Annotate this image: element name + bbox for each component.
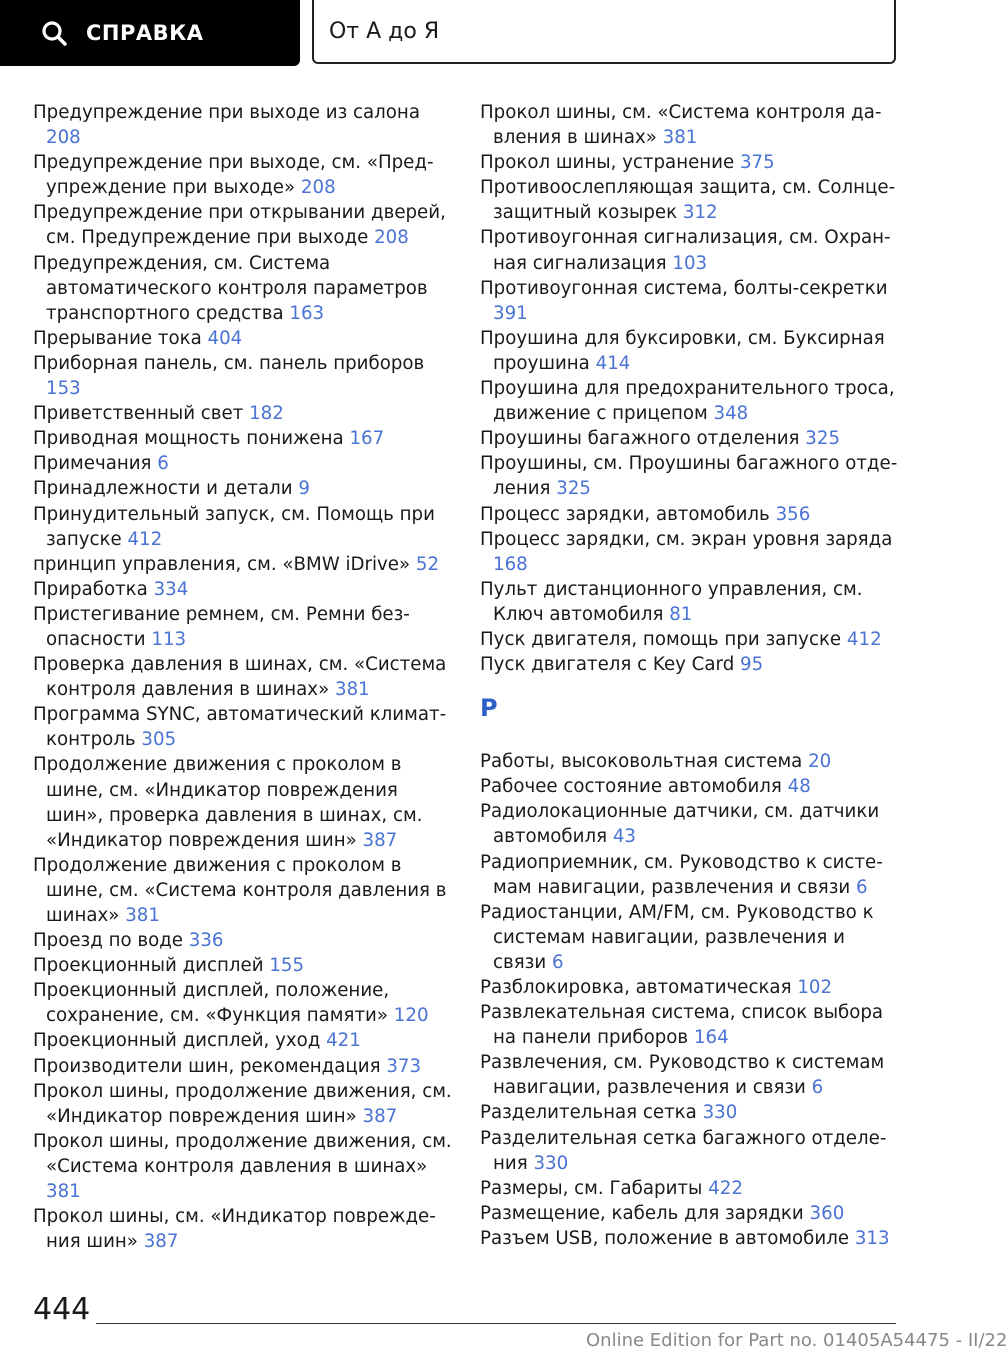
index-entry [480,850,900,900]
index-entry-text: Прокол шины, см. «Индикатор повреждения шин» [33,1206,436,1253]
index-entry-page-link[interactable]: 102 [797,977,833,998]
index-entry [480,1126,900,1176]
index-entry [480,975,900,1000]
index-entry [480,900,900,975]
tab-search[interactable] [0,0,300,66]
index-entry [33,978,453,1028]
index-entry-page-link[interactable]: 421 [326,1030,361,1052]
index-entry-page-link[interactable]: 404 [207,327,243,349]
index-entry-text: Проушины багажного отделения [480,428,800,450]
index-entry-text: Работы, высоковольтная система [480,751,803,773]
index-entry-text: Проезд по воде [33,930,183,952]
index-entry [33,1129,453,1204]
index-entry [33,426,453,451]
tab-search-label: СПРАВКА [86,21,204,45]
index-entry [480,1176,900,1201]
index-entry-text: Прокол шины, устранение [480,152,735,174]
index-entry [480,502,900,527]
index-entry-text: Прерывание тока [33,327,202,349]
index-entry-text: Продолжение движения с проколом в шине, см. «Индикатор повреждения шин», проверка давления в шинах, см. «Индикатор повреждения шин» [33,754,423,851]
index-entry [33,1079,453,1129]
index-entry [480,1000,900,1050]
index-entry-page-link[interactable]: 381 [662,127,698,149]
index-entry-text: Противоугонная сигнализация, см. Охранная сигнализация [480,227,891,274]
index-entry [33,853,453,928]
index-entry-text: Прокол шины, продолжение движения, см. «Индикатор повреждения шин» [33,1080,452,1127]
index-entry [33,953,453,978]
index-entry-text: Приветственный свет [33,403,244,425]
index-entry-text: Примечания [33,453,152,475]
index-entry [480,1201,900,1226]
index-column-right [480,100,900,1251]
index-entry [480,652,900,677]
index-entry-page-link[interactable]: 305 [141,729,177,751]
index-entry-text: Приводная мощность понижена [33,428,344,450]
index-entry-text: Проекционный дисплей, положение, сохранение, см. «Функция памяти» [33,980,390,1027]
index-entry [480,376,900,426]
index-entry-page-link[interactable]: 312 [682,202,718,224]
index-entry [33,401,453,426]
index-entry-page-link[interactable]: 208 [300,177,336,199]
index-entry [480,627,900,652]
index-entry-page-link[interactable]: 164 [693,1027,729,1049]
index-entry [33,552,453,577]
index-entry-page-link[interactable]: 412 [846,628,882,650]
index-entry-text: Продолжение движения с проколом в шине, см. «Система контроля давления в шинах» [33,854,447,926]
index-entry-text: Пульт дистанционного управления, см. Ключ автомобиля [480,578,863,625]
index-column-left [33,100,453,1254]
index-entry-text: Программа SYNC, автоматический климат-контроль [33,704,447,751]
index-entry-page-link[interactable]: 325 [556,478,591,500]
index-entry [33,326,453,351]
index-entry-page-link[interactable]: 182 [249,403,284,425]
index-entry-text: Прокол шины, продолжение движения, см. «Система контроля давления в шинах» [33,1130,452,1177]
index-entry-text: Пуск двигателя с Key Card [480,654,735,676]
index-entry-page-link[interactable]: 336 [188,930,224,952]
index-entry-text: Пристегивание ремнем, см. Ремни безопасности [33,603,410,650]
index-entry-text: Предупреждения, см. Система автоматического контроля параметров транспортного средства [33,252,428,324]
index-entry [480,1050,900,1100]
index-entry [480,774,900,799]
index-entry-text: Разъем USB, положение в автомобиле [480,1227,850,1249]
index-entry [33,251,453,326]
index-entry-text: Противоослепляющая защита, см. Солнцезащитный козырек [480,177,896,224]
section-letter: Р [480,694,498,723]
index-entry-text: Предупреждение при выходе из салона [33,102,420,123]
index-entry [33,1054,453,1079]
index-entry [480,451,900,501]
index-entry-page-link[interactable]: 330 [533,1152,569,1174]
index-entry [33,150,453,200]
index-entry-page-link[interactable]: 391 [493,302,528,324]
index-entry-page-link[interactable]: 168 [493,553,528,575]
index-entry-text: Принадлежности и детали [33,478,293,500]
index-entry-page-link[interactable]: 163 [289,302,325,324]
index-entry-page-link[interactable]: 348 [713,403,749,425]
index-entry-page-link[interactable]: 381 [46,1181,81,1203]
index-entry-text: Разделительная сетка багажного отделения [480,1127,887,1174]
index-entry-page-link[interactable]: 381 [335,679,370,701]
index-entry-page-link[interactable]: 313 [854,1227,890,1249]
index-entry [480,426,900,451]
index-entry-page-link[interactable]: 43 [612,826,636,848]
index-entry [33,351,453,401]
tab-a-to-z-label: От А до Я [329,18,440,44]
index-entry [480,749,900,774]
index-entry [33,577,453,602]
index-entry-text: Развлечения, см. Руководство к системам навигации, развлечения и связи [480,1052,885,1099]
index-entry-text: Проекционный дисплей, уход [33,1030,321,1052]
index-entry-page-link[interactable]: 414 [595,352,631,374]
index-entry-page-link[interactable]: 52 [415,553,440,575]
index-entry [480,1100,900,1125]
index-entry [33,1028,453,1053]
index-entry [33,100,453,150]
index-entry-text: Проушина для предохранительного троса, движение с прицепом [480,378,895,425]
index-entry-text: Размеры, см. Габариты [480,1177,703,1199]
index-entry-page-link[interactable]: 412 [127,528,163,550]
index-entry [33,702,453,752]
index-entry [480,577,900,627]
index-entry-page-link[interactable]: 6 [856,876,868,898]
footer-edition: Online Edition for Part no. 01405A54475 - II/22 [586,1330,1007,1351]
index-entry-text: Проушина для буксировки, см. Буксирная проушина [480,327,885,374]
index-entry-text: Пуск двигателя, помощь при запуске [480,628,842,650]
index-entry-text: Развлекательная система, список выбора на панели приборов [480,1002,884,1049]
index-entry-text: Радиостанции, AM/FM, см. Руководство к системам навигации, развлечения и связи [480,901,874,973]
index-entry-text: принцип управления, см. «BMW iDrive» [33,553,411,575]
index-entry-page-link[interactable]: 330 [702,1102,738,1124]
index-entry-text: Разделительная сетка [480,1102,697,1124]
index-entry-text: Разблокировка, автоматическая [480,977,792,998]
index-entry-text: Размещение, кабель для зарядки [480,1202,804,1224]
index-entry [33,1204,453,1254]
index-entry-page-link[interactable]: 360 [809,1202,845,1224]
index-entry-text: Проушины, см. Проушины багажного отделения [480,453,898,500]
index-entry-text: Процесс зарядки, см. экран уровня заряда [480,528,893,550]
index-entry-text: Проекционный дисплей [33,955,264,977]
index-entry [480,527,900,577]
index-entry-text: Принудительный запуск, см. Помощь при запуске [33,503,435,550]
index-entry-page-link[interactable]: 334 [153,578,189,600]
index-entry-page-link[interactable]: 113 [151,628,187,650]
index-entry-page-link[interactable]: 422 [708,1177,743,1199]
index-entry-page-link[interactable]: 325 [805,428,841,450]
index-entry-text: Предупреждение при выходе, см. «Предупреждение при выходе» [33,152,434,199]
index-entry-page-link[interactable]: 20 [808,751,832,773]
index-entry [480,225,900,275]
index-entry [480,1226,900,1251]
index-entry [480,100,900,150]
index-entry-page-link[interactable]: 387 [362,1105,398,1127]
index-entry [33,652,453,702]
index-entry [33,928,453,953]
top-navigation [0,0,960,66]
index-entry-page-link[interactable]: 208 [374,227,409,249]
index-entry-text: Прокол шины, см. «Система контроля давления в шинах» [480,102,882,149]
index-entry-text: Приработка [33,578,148,600]
index-entry-page-link[interactable]: 375 [739,152,775,174]
index-entry-page-link[interactable]: 387 [362,829,398,851]
index-entry-page-link[interactable]: 153 [46,378,81,400]
index-entry [33,451,453,476]
index-entry-text: Противоугонная система, болты-секретки [480,277,888,299]
index-entry-page-link[interactable]: 6 [811,1077,824,1099]
index-entry [480,150,900,175]
index-entry-text: Производители шин, рекомендация [33,1055,381,1077]
index-entry-page-link[interactable]: 167 [349,428,385,450]
index-entry-text: Процесс зарядки, автомобиль [480,503,770,525]
index-entry [480,799,900,849]
index-entry-text: Проверка давления в шинах, см. «Система контроля давления в шинах» [33,654,447,701]
index-entry-page-link[interactable]: 208 [46,127,81,149]
index-entry [33,200,453,250]
index-entry-page-link[interactable]: 9 [298,478,310,500]
index-entry-page-link[interactable]: 155 [269,955,305,977]
tab-a-to-z[interactable] [312,0,896,64]
page-number: 444 [33,1292,91,1327]
index-entry-page-link[interactable]: 381 [125,905,160,926]
index-entry-page-link[interactable]: 81 [669,603,693,625]
footer-divider [96,1323,896,1324]
index-entry-page-link[interactable]: 6 [551,951,564,973]
index-entry [480,175,900,225]
index-entry-text: Радиоприемник, см. Руководство к системам навигации, развлечения и связи [480,851,883,898]
index-entry-page-link[interactable]: 356 [775,503,811,525]
index-entry-page-link[interactable]: 95 [740,654,764,676]
index-entry-page-link[interactable]: 103 [672,252,708,274]
index-entry-page-link[interactable]: 120 [393,1005,429,1027]
index-entry-text: Радиолокационные датчики, см. датчики автомобиля [480,801,880,848]
index-entry [480,276,900,326]
index-entry [33,602,453,652]
index-entry-page-link[interactable]: 373 [386,1055,422,1077]
index-entry [33,476,453,501]
index-entry-page-link[interactable]: 387 [143,1231,179,1253]
index-entry [33,502,453,552]
index-entry-page-link[interactable]: 48 [787,776,811,798]
index-entry-text: Приборная панель, см. панель приборов [33,352,425,374]
search-icon [40,19,68,47]
index-entry [33,752,453,852]
index-entry-text: Рабочее состояние автомобиля [480,776,782,798]
index-entry [480,326,900,376]
index-entry-page-link[interactable]: 6 [157,453,169,475]
index-entry-text: Предупреждение при открывании дверей, см. Предупреждение при выходе [33,202,446,249]
